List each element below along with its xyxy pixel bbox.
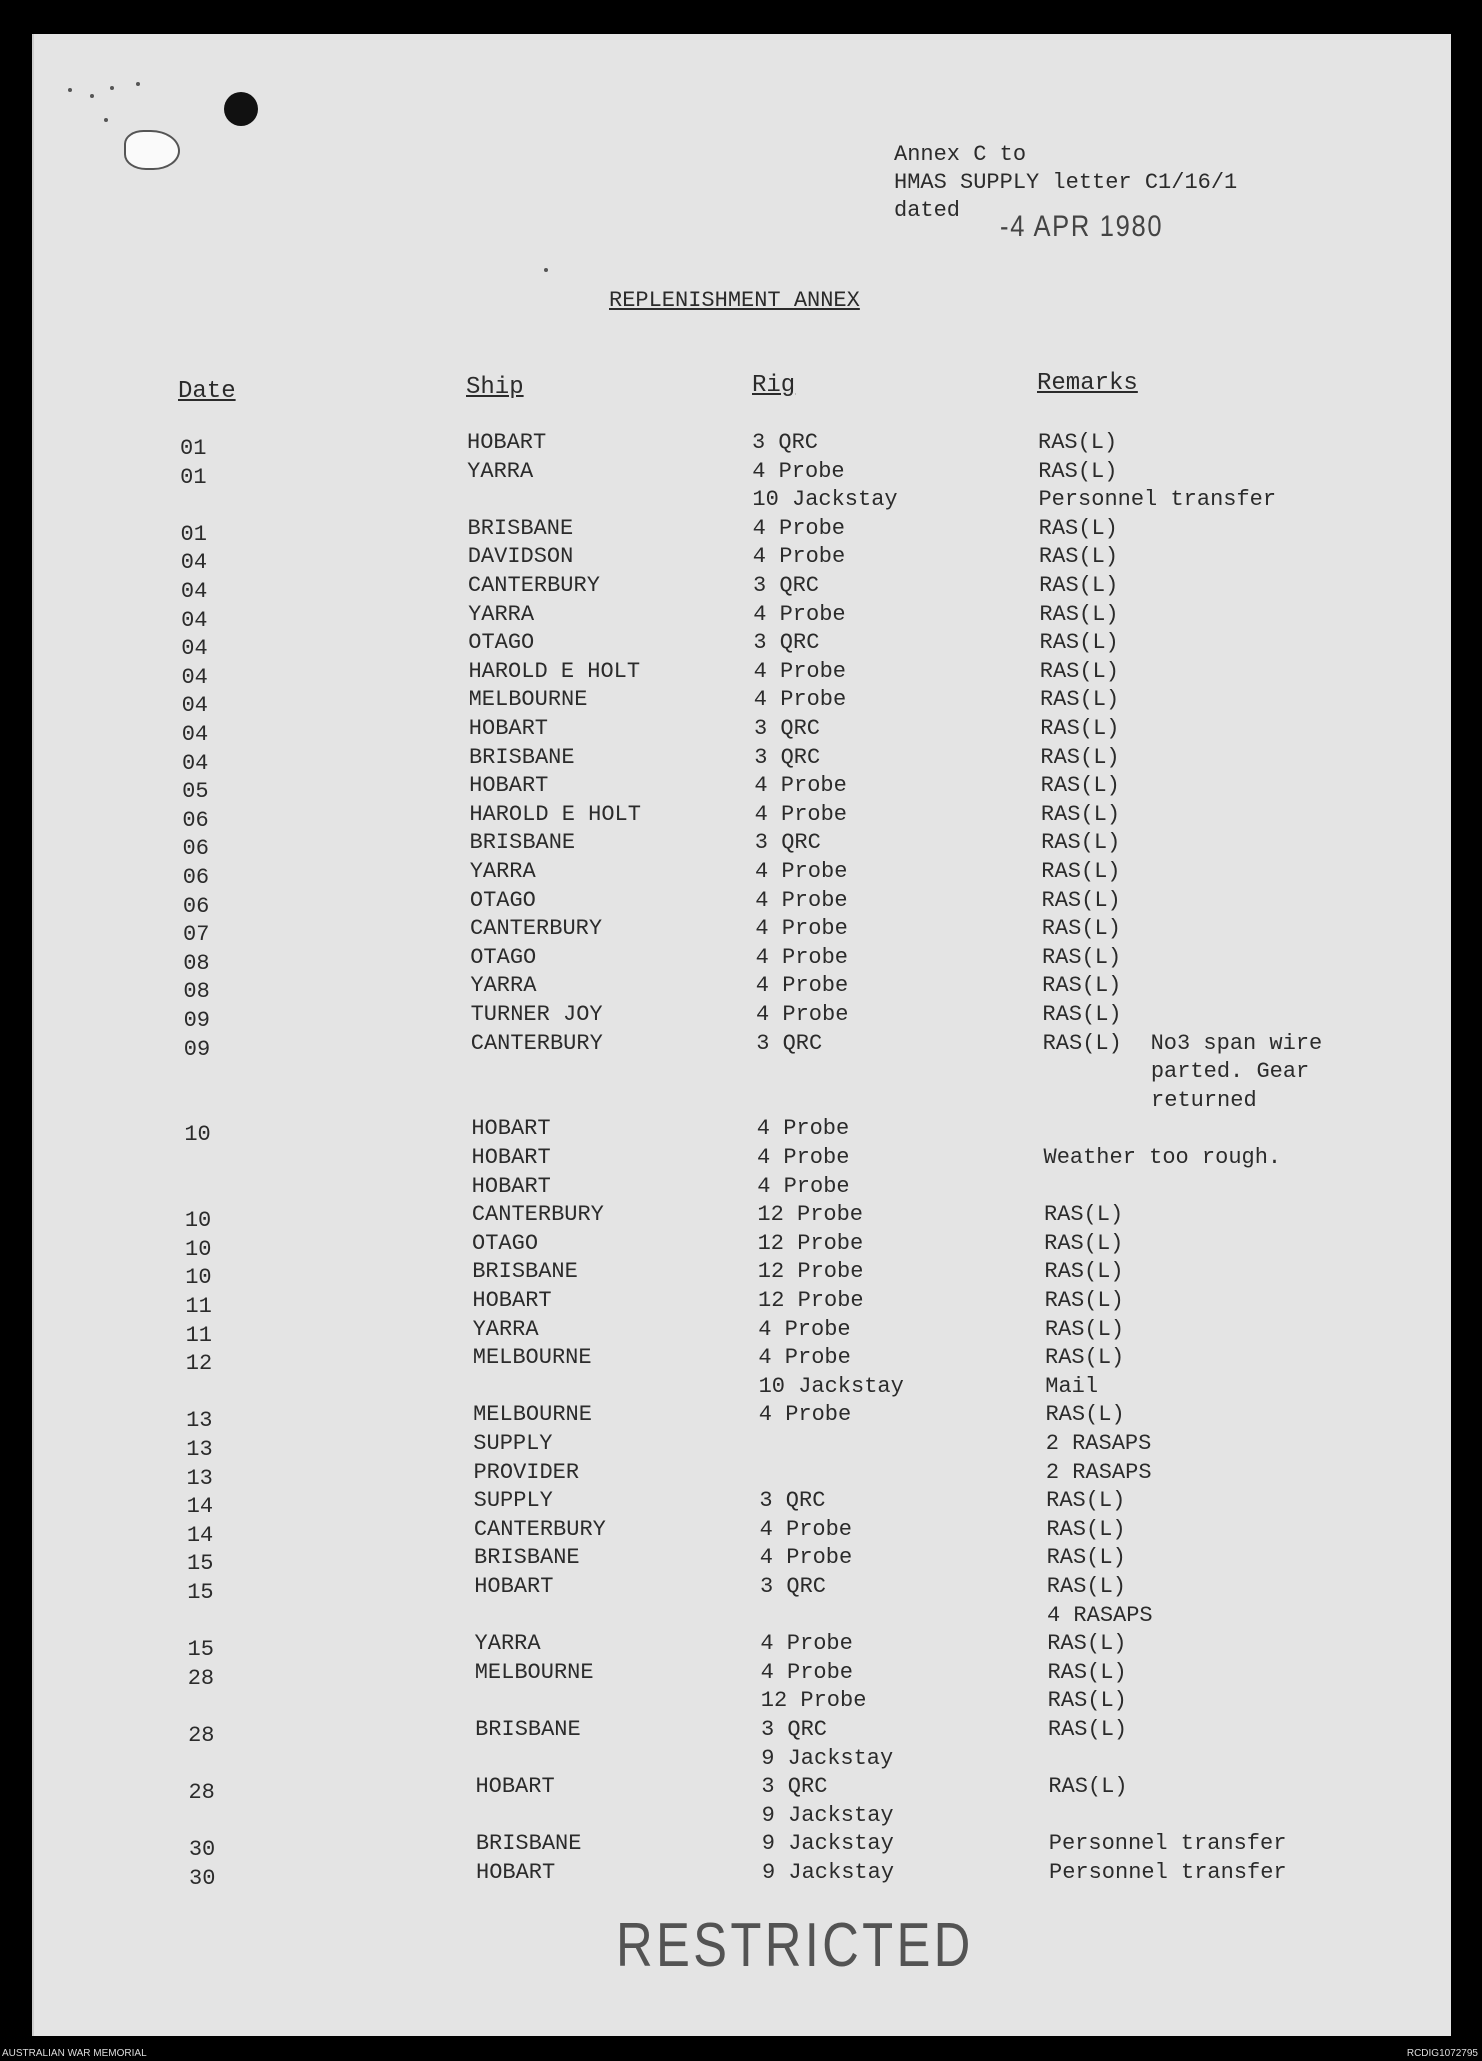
row-date: 06 — [182, 865, 210, 890]
footer-left: AUSTRALIAN WAR MEMORIAL — [2, 2048, 147, 2059]
row-rig: 3 QRC — [759, 1488, 826, 1514]
row-rig: 3 QRC — [754, 830, 821, 856]
row-ship: BRISBANE — [472, 1259, 578, 1285]
row-rig: 3 QRC — [752, 430, 819, 455]
row-ship: DAVIDSON — [467, 544, 574, 570]
row-note: No3 span wire — [1150, 1030, 1323, 1056]
row-date: 30 — [189, 1866, 216, 1891]
row-ship: SUPPLY — [473, 1431, 553, 1456]
row-remarks: Personnel transfer — [1049, 1860, 1287, 1885]
row-ship: HOBART — [474, 1574, 554, 1599]
row-remarks: 2 RASAPS — [1045, 1459, 1152, 1485]
row-remarks: RAS(L) — [1041, 830, 1121, 856]
row-remarks: RAS(L) — [1047, 1688, 1127, 1714]
row-rig: 4 Probe — [752, 458, 845, 484]
row-ship: BRISBANE — [468, 744, 575, 770]
row-rig: 4 Probe — [759, 1545, 853, 1571]
row-remarks: RAS(L) — [1046, 1516, 1126, 1542]
date-stamp: -4 APR 1980 — [1000, 210, 1164, 243]
row-date: 06 — [182, 836, 209, 862]
row-rig: 4 Probe — [752, 544, 846, 570]
row-remarks: RAS(L) — [1046, 1488, 1126, 1514]
row-rig: 12 Probe — [757, 1202, 864, 1228]
row-rig: 3 QRC — [754, 744, 821, 770]
row-rig: 4 Probe — [752, 515, 846, 541]
row-ship: BRISBANE — [475, 1831, 582, 1857]
row-date: 15 — [187, 1580, 214, 1605]
row-rig: 3 QRC — [761, 1717, 828, 1742]
row-rig: 10 Jackstay — [758, 1373, 904, 1399]
row-rig: 3 QRC — [753, 630, 820, 656]
row-rig: 10 Jackstay — [752, 487, 898, 513]
row-ship: MELBOURNE — [474, 1659, 594, 1685]
row-rig: 4 Probe — [753, 687, 847, 713]
row-ship: CANTERBURY — [467, 573, 600, 598]
row-remarks: RAS(L) — [1047, 1717, 1128, 1742]
row-date: 04 — [181, 636, 208, 662]
row-remarks: RAS(L) — [1044, 1316, 1125, 1342]
row-ship: OTAGO — [469, 887, 536, 913]
row-ship: OTAGO — [470, 944, 537, 970]
row-date: 01 — [180, 464, 207, 490]
row-date: 04 — [181, 750, 209, 776]
row-rig: 3 QRC — [753, 573, 820, 598]
row-ship: MELBOURNE — [472, 1345, 592, 1371]
row-remarks: RAS(L) — [1040, 716, 1120, 741]
row-date: 11 — [185, 1294, 212, 1319]
row-ship: HOBART — [472, 1288, 552, 1313]
row-ship: PROVIDER — [473, 1459, 580, 1485]
row-remarks: RAS(L) — [1041, 944, 1122, 970]
row-date: 04 — [180, 550, 208, 576]
row-rig: 3 QRC — [754, 716, 821, 741]
page-title: REPLENISHMENT ANNEX — [609, 288, 860, 313]
column-header-rig: Rig — [752, 372, 796, 399]
row-rig: 12 Probe — [757, 1259, 864, 1285]
row-date: 01 — [180, 521, 207, 547]
row-rig: 12 Probe — [758, 1288, 864, 1313]
row-remarks: RAS(L) — [1039, 658, 1119, 684]
row-remarks: RAS(L) — [1040, 773, 1120, 799]
row-rig: 4 Probe — [760, 1631, 853, 1657]
row-date: 10 — [184, 1122, 211, 1148]
row-remarks: RAS(L) — [1041, 887, 1121, 913]
row-remarks: RAS(L) — [1041, 916, 1121, 942]
row-remarks: RAS(L) — [1047, 1631, 1127, 1657]
row-ship: HOBART — [467, 430, 547, 455]
row-ship: HOBART — [469, 773, 549, 799]
row-date: 04 — [181, 607, 208, 633]
torn-corner-mark — [124, 130, 180, 170]
row-ship: CANTERBURY — [470, 916, 603, 942]
row-ship: CANTERBURY — [470, 1030, 603, 1056]
row-rig: 4 Probe — [757, 1145, 850, 1170]
row-remarks: RAS(L) — [1038, 458, 1118, 484]
row-rig: 4 Probe — [758, 1316, 851, 1342]
row-ship: HOBART — [471, 1116, 551, 1142]
row-date: 11 — [185, 1322, 212, 1348]
row-date: 04 — [181, 664, 208, 690]
row-remarks: RAS(L) — [1046, 1545, 1126, 1571]
row-remarks: RAS(L) — [1038, 515, 1118, 541]
row-remarks: Personnel transfer — [1038, 487, 1277, 513]
dated-label: dated — [894, 198, 961, 223]
row-date: 14 — [186, 1494, 214, 1520]
row-ship: TURNER JOY — [470, 1002, 603, 1027]
row-rig: 4 Probe — [755, 887, 848, 913]
row-ship: HOBART — [476, 1860, 556, 1885]
row-ship: OTAGO — [468, 630, 535, 656]
row-date: 09 — [183, 1036, 211, 1062]
row-rig: 4 Probe — [760, 1659, 854, 1685]
row-date: 06 — [182, 893, 210, 919]
row-rig: 9 Jackstay — [761, 1831, 894, 1857]
row-rig: 4 Probe — [755, 859, 848, 884]
row-note: returned — [1151, 1087, 1257, 1113]
row-date: 28 — [187, 1665, 215, 1691]
row-ship: BRISBANE — [474, 1545, 580, 1571]
row-ship: HOBART — [471, 1145, 551, 1170]
row-rig: 3 QRC — [756, 1030, 823, 1056]
row-rig: 9 Jackstay — [761, 1745, 894, 1771]
row-ship: HOBART — [468, 716, 549, 741]
row-remarks: RAS(L) — [1044, 1288, 1124, 1313]
row-ship: HOBART — [475, 1774, 555, 1800]
row-date: 04 — [180, 579, 208, 604]
row-date: 13 — [186, 1437, 213, 1462]
row-date: 07 — [183, 922, 210, 948]
row-remarks: RAS(L) — [1045, 1402, 1125, 1428]
row-rig: 4 Probe — [753, 658, 847, 684]
row-remarks: RAS(L) — [1038, 544, 1119, 570]
row-remarks: Mail — [1045, 1373, 1099, 1399]
row-rig: 3 QRC — [760, 1574, 827, 1599]
row-remarks: RAS(L) — [1045, 1345, 1125, 1371]
row-date: 15 — [187, 1637, 214, 1663]
row-note: parted. Gear — [1150, 1059, 1310, 1085]
row-date: 10 — [185, 1265, 212, 1291]
row-rig: 4 Probe — [756, 1002, 849, 1027]
row-date: 04 — [181, 722, 209, 747]
restricted-stamp: RESTRICTED — [616, 1911, 974, 1980]
row-remarks: RAS(L) — [1039, 573, 1119, 598]
row-rig: 4 Probe — [756, 1116, 850, 1142]
row-ship: YARRA — [468, 601, 535, 627]
letter-ref: HMAS SUPPLY letter C1/16/1 — [894, 170, 1238, 195]
row-date: 08 — [183, 950, 210, 976]
row-date: 14 — [186, 1522, 214, 1548]
row-rig: 12 Probe — [760, 1688, 867, 1714]
row-remarks: Personnel transfer — [1048, 1831, 1287, 1857]
row-ship: MELBOURNE — [468, 687, 588, 713]
row-date: 13 — [186, 1465, 213, 1491]
row-date: 09 — [183, 1008, 210, 1033]
row-rig: 4 Probe — [758, 1345, 851, 1371]
row-date: 08 — [183, 979, 210, 1005]
row-ship: YARRA — [474, 1631, 541, 1657]
row-date: 12 — [185, 1351, 213, 1377]
row-remarks: RAS(L) — [1042, 1002, 1122, 1027]
row-rig: 4 Probe — [758, 1402, 852, 1428]
row-remarks: RAS(L) — [1040, 801, 1121, 827]
row-rig: 4 Probe — [755, 944, 849, 970]
row-ship: BRISBANE — [467, 515, 574, 541]
row-date: 13 — [186, 1408, 213, 1434]
row-ship: BRISBANE — [475, 1717, 581, 1742]
row-ship: YARRA — [469, 859, 536, 884]
row-remarks: RAS(L) — [1046, 1574, 1127, 1599]
row-remarks: RAS(L) — [1040, 744, 1120, 770]
row-date: 04 — [181, 693, 209, 719]
row-remarks: 4 RASAPS — [1047, 1602, 1153, 1628]
row-ship: YARRA — [467, 458, 534, 484]
row-remarks: RAS(L) — [1039, 687, 1120, 713]
row-rig: 4 Probe — [753, 601, 846, 627]
row-ship: YARRA — [472, 1316, 539, 1342]
row-date: 15 — [187, 1551, 214, 1577]
row-date: 10 — [185, 1236, 212, 1262]
column-header-date: Date — [178, 378, 236, 405]
row-date: 10 — [184, 1208, 212, 1234]
row-remarks: RAS(L) — [1042, 1030, 1122, 1056]
row-rig: 9 Jackstay — [761, 1802, 894, 1828]
row-remarks: 2 RASAPS — [1045, 1431, 1152, 1456]
row-remarks: RAS(L) — [1048, 1774, 1128, 1800]
row-remarks: RAS(L) — [1039, 601, 1119, 627]
row-ship: HAROLD E HOLT — [468, 658, 641, 684]
row-ship: YARRA — [470, 973, 537, 999]
row-ship: BRISBANE — [469, 830, 576, 856]
row-remarks: RAS(L) — [1038, 430, 1118, 455]
row-date: 28 — [188, 1780, 215, 1806]
row-ship: OTAGO — [472, 1230, 539, 1256]
row-ship: HOBART — [471, 1173, 551, 1199]
row-remarks: RAS(L) — [1039, 630, 1119, 656]
row-remarks: RAS(L) — [1041, 859, 1121, 884]
row-rig: 3 QRC — [761, 1774, 828, 1800]
row-rig: 4 Probe — [754, 773, 847, 799]
row-remarks: RAS(L) — [1047, 1659, 1127, 1685]
row-remarks: RAS(L) — [1044, 1230, 1124, 1256]
row-ship: HAROLD E HOLT — [469, 801, 641, 827]
row-remarks: Weather too rough. — [1043, 1145, 1282, 1170]
row-remarks: RAS(L) — [1042, 973, 1122, 999]
row-ship: CANTERBURY — [471, 1202, 604, 1228]
row-rig: 4 Probe — [754, 801, 848, 827]
row-date: 01 — [180, 436, 207, 461]
row-ship: SUPPLY — [473, 1488, 553, 1514]
row-date: 28 — [188, 1723, 215, 1748]
row-rig: 4 Probe — [757, 1173, 850, 1199]
row-date: 30 — [188, 1837, 216, 1863]
column-header-remarks: Remarks — [1037, 370, 1138, 397]
row-remarks: RAS(L) — [1043, 1202, 1124, 1228]
row-ship: MELBOURNE — [473, 1402, 592, 1428]
row-rig: 4 Probe — [759, 1516, 853, 1542]
row-ship: CANTERBURY — [473, 1516, 606, 1542]
row-rig: 4 Probe — [755, 973, 849, 999]
row-remarks: RAS(L) — [1044, 1259, 1124, 1285]
row-rig: 4 Probe — [755, 916, 848, 942]
punch-hole — [224, 92, 258, 126]
annex-ref: Annex C to — [894, 142, 1027, 167]
row-rig: 9 Jackstay — [762, 1860, 895, 1885]
row-date: 05 — [182, 779, 209, 805]
row-rig: 12 Probe — [757, 1230, 864, 1256]
column-header-ship: Ship — [466, 374, 524, 401]
footer-right: RCDIG1072795 — [1406, 2048, 1478, 2059]
row-date: 06 — [182, 807, 209, 833]
